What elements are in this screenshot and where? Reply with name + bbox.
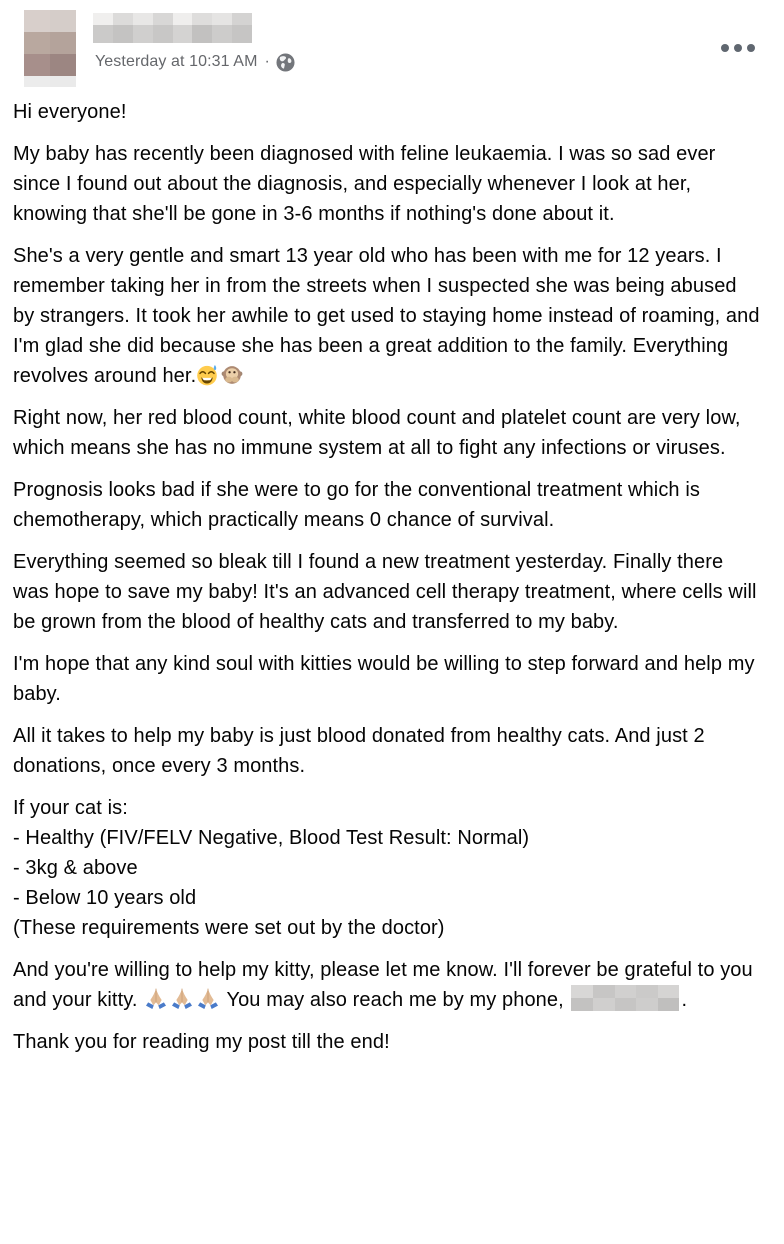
globe-icon: [276, 53, 295, 72]
menu-dot: [734, 44, 742, 52]
paragraph-thanks: Thank you for reading my post till the end!: [13, 1031, 390, 1053]
avatar[interactable]: [24, 10, 76, 87]
post-menu-button[interactable]: [721, 40, 755, 56]
contact-text-before: And you're willing to help my kitty, please let me know. I'll forever be grateful to you and your kitty.: [13, 959, 753, 1011]
paragraph-cat-story: [13, 241, 760, 391]
paragraph-greeting: Hi everyone!: [13, 101, 127, 123]
contact-text-after: .: [681, 989, 688, 1011]
paragraph-appeal: I'm hope that any kind soul with kitties would be willing to step forward and help my baby.: [13, 653, 755, 705]
paragraph-blood-counts: Right now, her red blood count, white blood count and platelet count are very low, which means she has no immune system at all to fight any infections or viruses.: [13, 407, 741, 459]
requirements-intro: If your cat is:: [13, 797, 128, 819]
paragraph-contact: [13, 955, 760, 1015]
contact-text-middle: You may also reach me by my phone,: [221, 989, 570, 1011]
folded-hands-emoji: [196, 987, 220, 1011]
speak-no-evil-monkey-emoji: [221, 364, 243, 386]
folded-hands-emoji: [144, 987, 168, 1011]
requirement-age: - Below 10 years old: [13, 887, 197, 909]
paragraph-donation-info: All it takes to help my baby is just blood donated from healthy cats. And just 2 donations, once every 3 months.: [13, 725, 705, 777]
requirement-healthy: - Healthy (FIV/FELV Negative, Blood Test Result: Normal): [13, 827, 530, 849]
author-name-redacted[interactable]: [93, 13, 252, 43]
post-header: [0, 0, 784, 97]
menu-dot: [721, 44, 729, 52]
phone-number-redacted: [571, 985, 679, 1011]
sweat-smile-emoji: [196, 364, 218, 386]
requirement-weight: - 3kg & above: [13, 857, 138, 879]
paragraph-cat-story-text: She's a very gentle and smart 13 year old who has been with me for 12 years. I remember taking her in from the streets when I suspected she was being abused by strangers. It took her awhile to get used to staying home instead of roaming, and I'm glad she did because she has been a great addition to the family. Everything revolves around her.: [13, 245, 760, 387]
paragraph-diagnosis: My baby has recently been diagnosed with feline leukaemia. I was so sad ever since I found out about the diagnosis, and especially whenever I look at her, knowing that she'll be gone in 3-6 months if nothing's done about it.: [13, 143, 716, 225]
requirements-note: (These requirements were set out by the doctor): [13, 917, 445, 939]
paragraph-new-treatment: Everything seemed so bleak till I found a new treatment yesterday. Finally there was hope to save my baby! It's an advanced cell therapy treatment, where cells will be grown from the blood of healthy cats and transferred to my baby.: [13, 551, 757, 633]
meta-separator: ·: [264, 53, 270, 70]
menu-dot: [747, 44, 755, 52]
paragraph-prognosis: Prognosis looks bad if she were to go for the conventional treatment which is chemotherapy, which practically means 0 chance of survival.: [13, 479, 700, 531]
folded-hands-emoji: [170, 987, 194, 1011]
post-meta: [95, 51, 295, 73]
post-body: [0, 97, 784, 1057]
paragraph-requirements: [13, 793, 760, 943]
timestamp[interactable]: Yesterday at 10:31 AM: [95, 53, 258, 70]
